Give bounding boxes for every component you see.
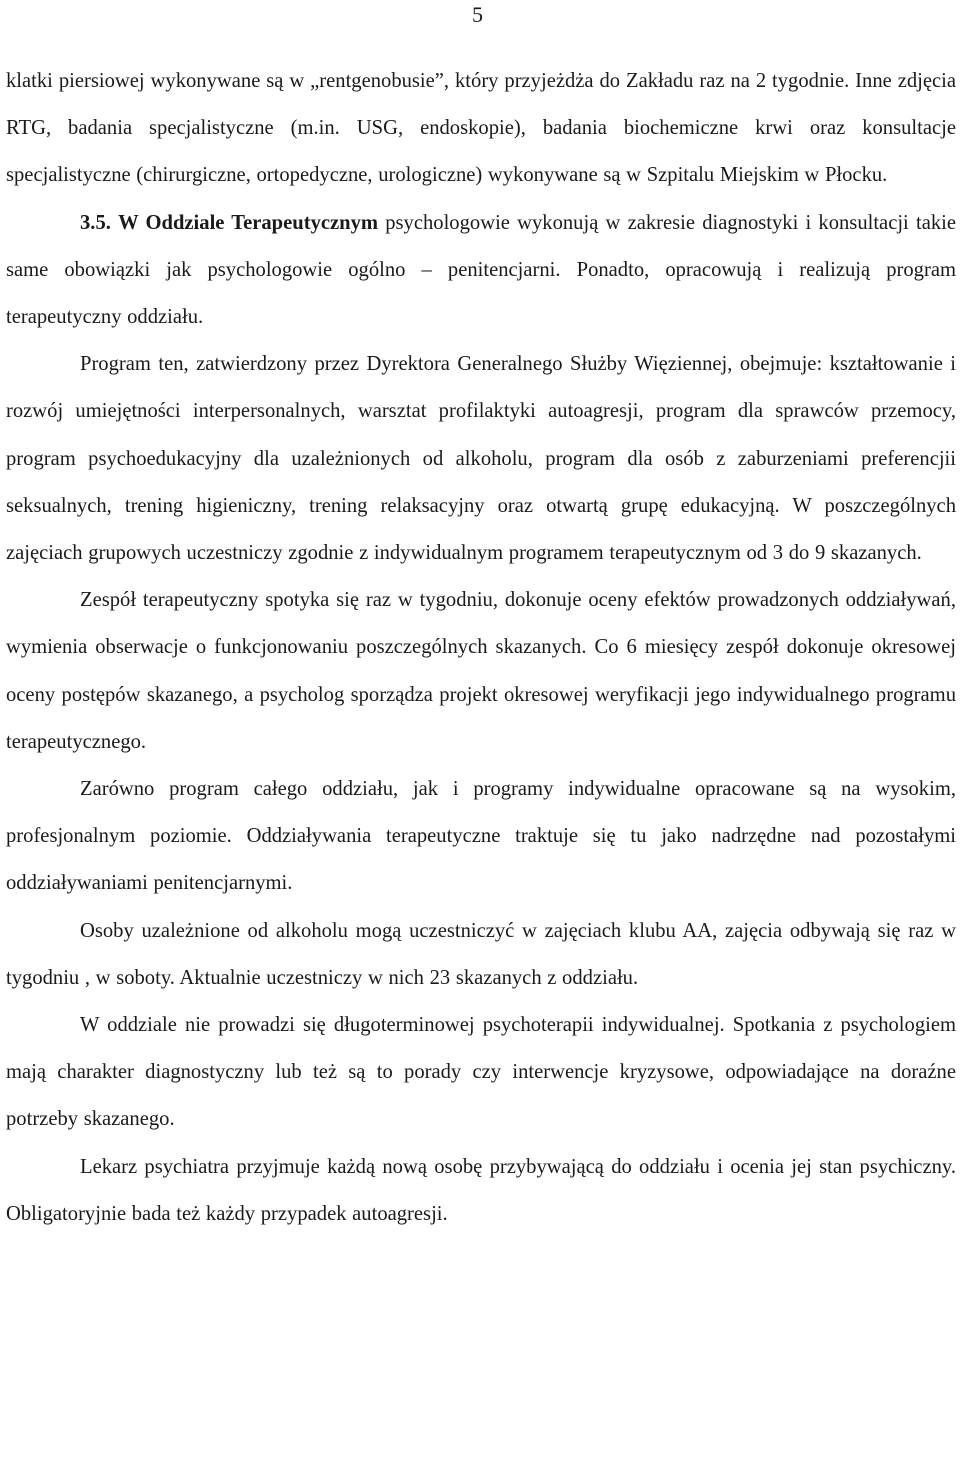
paragraph-psychiatrist: Lekarz psychiatra przyjmuje każdą nową osobę przybywającą do oddziału i ocenia jej stan psychiczny. Obligatoryjnie bada też każdy przypadek autoagresji. xyxy=(6,1155,956,1225)
paragraph-psychotherapy: W oddziale nie prowadzi się długoterminowej psychoterapii indywidualnej. Spotkania z psychologiem mają charakter diagnostyczny lub też są to porady czy interwencje kryzysowe, odpowiadające na doraźne potrzeby skazanego. xyxy=(6,1014,956,1131)
paragraph-aa-club: Osoby uzależnione od alkoholu mogą uczestniczyć w zajęciach klubu AA, zajęcia odbywają się raz w tygodniu , w soboty. Aktualnie uczestniczy w nich 23 skazanych z oddziału. xyxy=(6,919,956,989)
section-number: 3.5. xyxy=(80,211,111,234)
paragraph-programs-level: Zarówno program całego oddziału, jak i programy indywidualne opracowane są na wysokim, profesjonalnym poziomie. Oddziaływania terapeutyczne traktuje się tu jako nadrzędne nad pozostałymi oddziaływaniami penitencjarnymi. xyxy=(6,778,956,895)
paragraph-team: Zespół terapeutyczny spotyka się raz w tygodniu, dokonuje oceny efektów prowadzonych oddziaływań, wymienia obserwacje o funkcjonowaniu poszczególnych skazanych. Co 6 miesięcy zespół dokonuje okresowej oceny postępów skazanego, a psycholog sporządza projekt okresowej weryfikacji jego indywidualnego programu terapeutycznego. xyxy=(6,589,956,753)
section-title: W Oddziale Terapeutycznym xyxy=(118,211,379,234)
paragraph-continuation: klatki piersiowej wykonywane są w „rentgenobusie”, który przyjeżdża do Zakładu raz na 2 tygodnie. Inne zdjęcia RTG, badania specjalistyczne (m.in. USG, endoskopie), badania biochemiczne krwi oraz konsultacje specjalistyczne (chirurgiczne, ortopedyczne, urologiczne) wykonywane są w Szpitalu Miejskim w Płocku. xyxy=(6,70,956,187)
section-paragraph xyxy=(6,200,956,342)
document-body xyxy=(6,58,956,1238)
page-number: 5 xyxy=(472,2,483,27)
section-text: psychologowie wykonują w zakresie diagnostyki i konsultacji takie same obowiązki jak psychologowie ogólno – penitencjarni. Ponadto, opracowują i realizują program terapeutyczny oddziału. xyxy=(6,211,956,329)
paragraph-program: Program ten, zatwierdzony przez Dyrektora Generalnego Służby Więziennej, obejmuje: kształtowanie i rozwój umiejętności interpersonalnych, warsztat profilaktyki autoagresji, program dla sprawców przemocy, program psychoedukacyjny dla uzależnionych od alkoholu, program dla osób z zaburzeniami preferencjii seksualnych, trening higieniczny, trening relaksacyjny oraz otwartą grupę edukacyjną. W poszczególnych zajęciach grupowych uczestniczy zgodnie z indywidualnym programem terapeutycznym od 3 do 9 skazanych. xyxy=(6,353,956,565)
